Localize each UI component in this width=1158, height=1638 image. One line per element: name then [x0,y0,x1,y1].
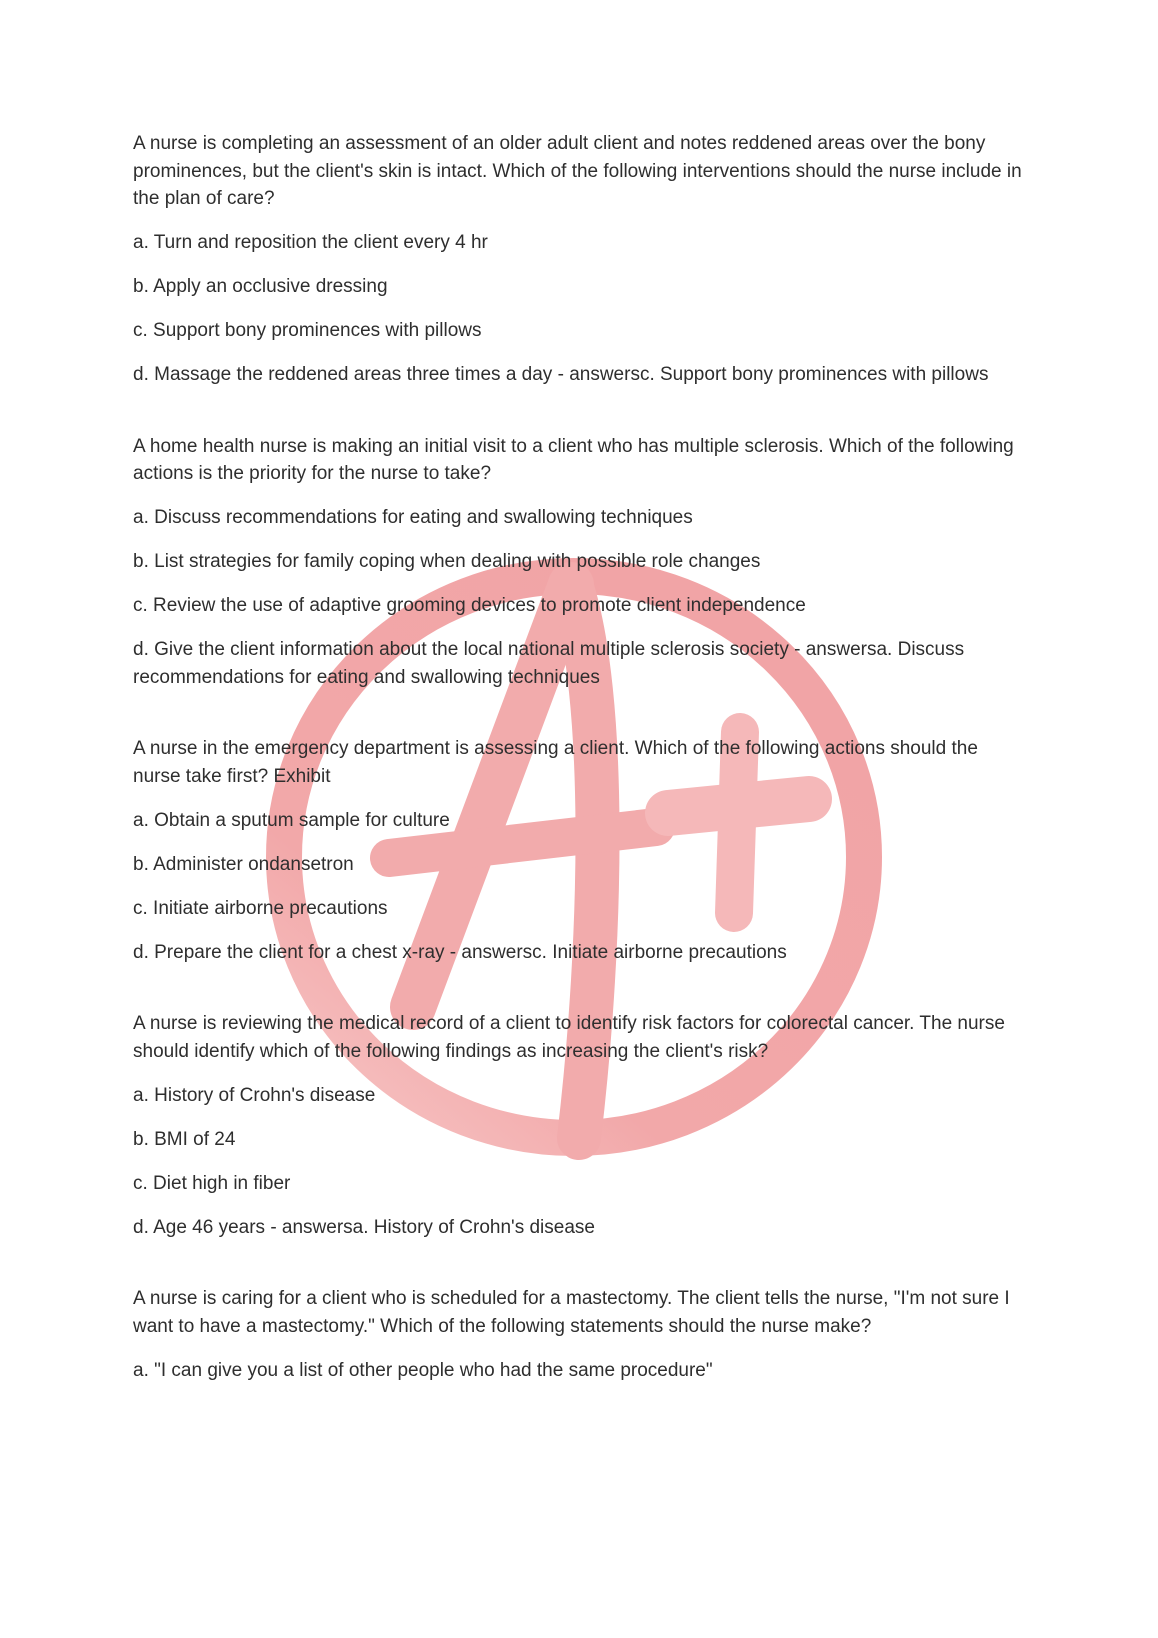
answer-option: a. "I can give you a list of other people who had the same procedure" [133,1359,713,1381]
answer-option: a. Obtain a sputum sample for culture [133,809,450,831]
answer-option: c. Support bony prominences with pillows [133,320,482,341]
answer-option: a. History of Crohn's disease [133,1084,376,1106]
question-prompt: A nurse in the emergency department is assessing a client. Which of the following actions should the nurse take first? Exhibit [133,738,978,787]
question-prompt: A home health nurse is making an initial visit to a client who has multiple sclerosis. Which of the following actions is the priority for the nurse to take? [133,435,1014,484]
answer-option: c. Review the use of adaptive grooming devices to promote client independence [133,595,806,616]
answer-option: b. Administer ondansetron [133,853,354,875]
answer-option: d. Give the client information about the local national multiple sclerosis society - answersa. Discuss recommendations for eating and swallowing techniques [133,639,965,688]
answer-option: a. Discuss recommendations for eating and swallowing techniques [133,507,693,528]
answer-option: b. Apply an occlusive dressing [133,276,388,297]
question-prompt: A nurse is completing an assessment of an older adult client and notes reddened areas over the bony prominences, but the client's skin is intact. Which of the following interventions should the nurse include in the plan of care? [133,133,1022,209]
answer-option: c. Diet high in fiber [133,1172,291,1194]
answer-option: c. Initiate airborne precautions [133,897,388,919]
answer-option: d. Age 46 years - answersa. History of Crohn's disease [133,1216,595,1238]
answer-option: d. Prepare the client for a chest x-ray - answersc. Initiate airborne precautions [133,941,787,963]
question-block [133,735,1028,966]
question-block [133,1285,1028,1384]
answer-option: b. List strategies for family coping when dealing with possible role changes [133,551,761,572]
question-prompt: A nurse is caring for a client who is scheduled for a mastectomy. The client tells the nurse, "I'm not sure I want to have a mastectomy." Which of the following statements should the nurse make? [133,1288,1010,1337]
question-block [133,130,1028,389]
question-prompt: A nurse is reviewing the medical record of a client to identify risk factors for colorectal cancer. The nurse should identify which of the following findings as increasing the client's risk? [133,1013,1005,1062]
answer-option: d. Massage the reddened areas three times a day - answersc. Support bony prominences with pillows [133,364,989,385]
answer-option: a. Turn and reposition the client every 4 hr [133,232,488,253]
answer-option: b. BMI of 24 [133,1128,236,1150]
question-block [133,1010,1028,1241]
question-block [133,433,1028,692]
